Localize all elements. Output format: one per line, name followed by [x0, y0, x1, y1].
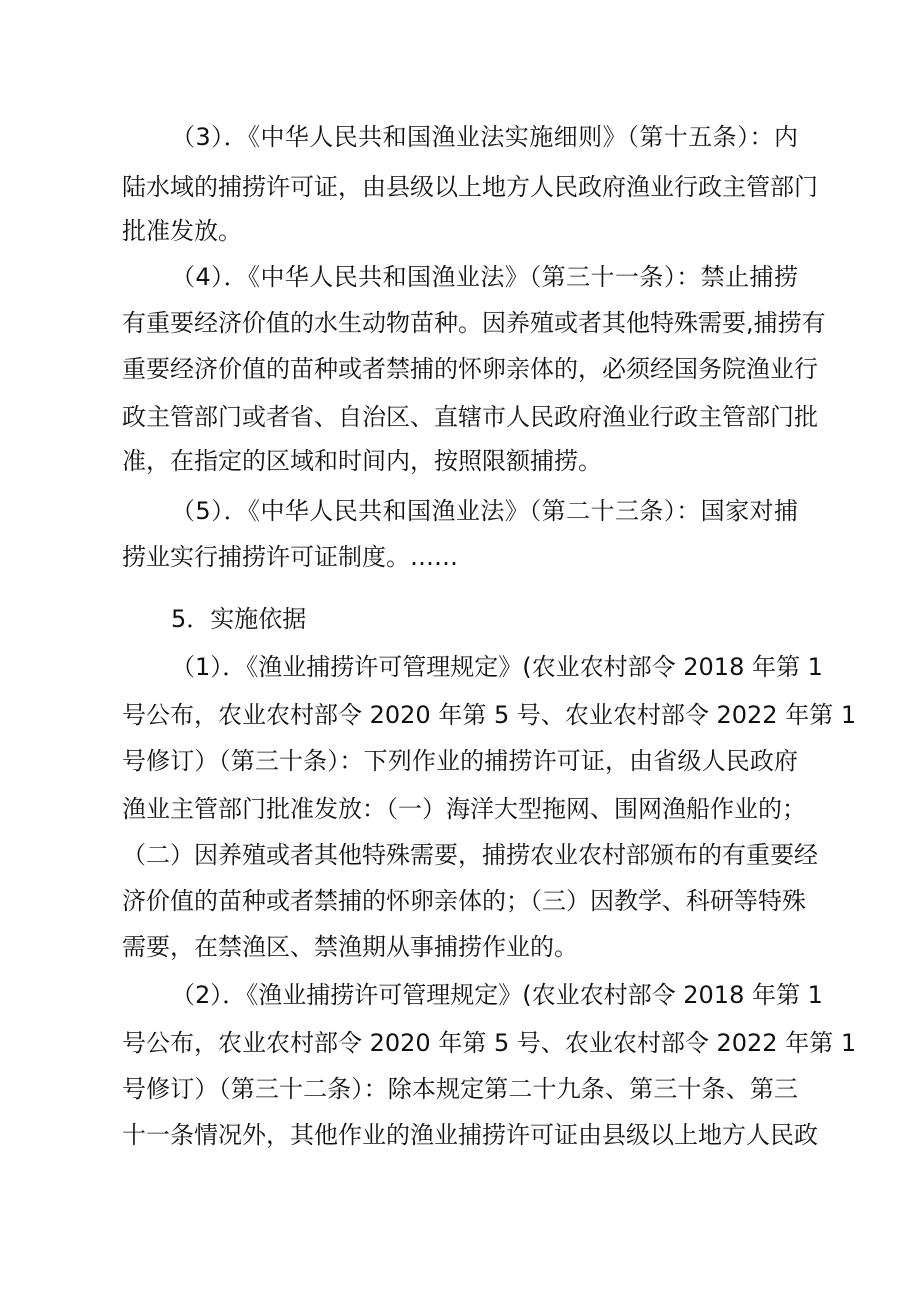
basis-1-line-6: 济价值的苗种或者禁捕的怀卵亲体的；（三）因教学、科研等特殊 [122, 887, 806, 915]
paragraph-5-line-2: 捞业实行捕捞许可证制度。…… [122, 543, 458, 571]
basis-2-line-3: 号修订）（第三十二条）：除本规定第二十九条、第三十条、第三 [122, 1075, 798, 1103]
basis-1-line-3: 号修订）（第三十条）：下列作业的捕捞许可证，由省级人民政府 [122, 747, 798, 775]
basis-1-line-7: 需要，在禁渔区、禁渔期从事捕捞作业的。 [122, 933, 578, 961]
basis-1-line-4: 渔业主管部门批准发放：（一）海洋大型拖网、围网渔船作业的； [122, 795, 806, 823]
paragraph-4-line-2: 有重要经济价值的水生动物苗种。因养殖或者其他特殊需要,捕捞有 [122, 309, 826, 337]
paragraph-4-line-3: 重要经济价值的苗种或者禁捕的怀卵亲体的，必须经国务院渔业行 [122, 355, 818, 383]
paragraph-3-line-3: 批准发放。 [122, 217, 242, 245]
paragraph-4-line-4: 政主管部门或者省、自治区、直辖市人民政府渔业行政主管部门批 [122, 403, 818, 431]
basis-1-line-5: （二）因养殖或者其他特殊需要，捕捞农业农村部颁布的有重要经 [122, 841, 818, 869]
section-heading: 5．实施依据 [171, 605, 307, 633]
basis-2-line-4: 十一条情况外，其他作业的渔业捕捞许可证由县级以上地方人民政 [122, 1121, 818, 1149]
paragraph-3-line-1: （3）．《中华人民共和国渔业法实施细则》（第十五条）：内 [171, 123, 798, 151]
basis-1-line-1: （1）．《渔业捕捞许可管理规定》(农业农村部令 2018 年第 1 [171, 653, 823, 681]
basis-2-line-2: 号公布，农业农村部令 2020 年第 5 号、农业农村部令 2022 年第 1 [122, 1029, 857, 1057]
paragraph-5-line-1: （5）．《中华人民共和国渔业法》（第二十三条）：国家对捕 [171, 497, 798, 525]
paragraph-3-line-2: 陆水域的捕捞许可证，由县级以上地方人民政府渔业行政主管部门 [122, 173, 818, 201]
paragraph-4-line-1: （4）．《中华人民共和国渔业法》（第三十一条）：禁止捕捞 [171, 263, 798, 291]
paragraph-4-line-5: 准，在指定的区域和时间内，按照限额捕捞。 [122, 447, 602, 475]
basis-2-line-1: （2）．《渔业捕捞许可管理规定》(农业农村部令 2018 年第 1 [171, 981, 823, 1009]
basis-1-line-2: 号公布，农业农村部令 2020 年第 5 号、农业农村部令 2022 年第 1 [122, 701, 857, 729]
